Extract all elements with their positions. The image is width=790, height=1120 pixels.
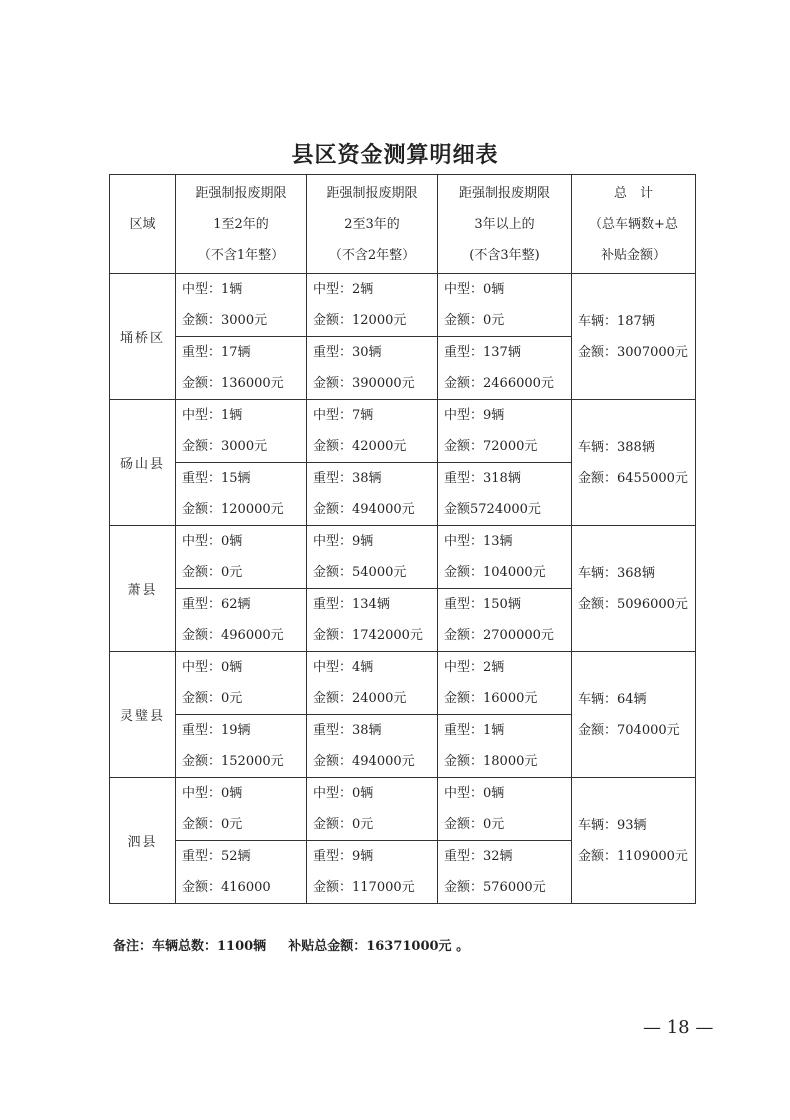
heavy-amount: 金额：1742000元 [313, 628, 423, 643]
medium-amount: 金额：12000元 [313, 313, 407, 328]
footnote [113, 935, 469, 954]
heavy-vehicle-count: 重型：32辆 [444, 849, 513, 864]
heavy-vehicle-cell [307, 841, 438, 904]
medium-amount: 金额：0元 [444, 817, 505, 832]
heavy-vehicle-cell [438, 463, 572, 526]
medium-vehicle-count: 中型：0辆 [182, 786, 243, 801]
medium-vehicle-count: 中型：1辆 [182, 282, 243, 297]
heavy-vehicle-count: 重型：19辆 [182, 723, 251, 738]
heavy-amount: 金额：136000元 [182, 376, 284, 391]
heavy-vehicle-cell [438, 337, 572, 400]
medium-amount: 金额：54000元 [313, 565, 407, 580]
total-vehicles: 车辆：64辆 [578, 691, 647, 707]
medium-vehicle-cell [438, 652, 572, 715]
heavy-amount: 金额：496000元 [182, 628, 284, 643]
table-row-medium [110, 400, 696, 463]
table-row-medium [110, 274, 696, 337]
medium-vehicle-count: 中型：4辆 [313, 660, 374, 675]
page-number: — 18 — [643, 1017, 714, 1038]
table-row-medium [110, 526, 696, 589]
total-vehicles: 车辆：187辆 [578, 313, 655, 329]
heavy-vehicle-cell [176, 589, 307, 652]
medium-amount: 金额：3000元 [182, 439, 268, 454]
total-vehicles: 车辆：93辆 [578, 817, 647, 833]
region-name: 泗县 [110, 778, 176, 904]
heavy-vehicle-cell [307, 463, 438, 526]
medium-vehicle-cell [307, 526, 438, 589]
medium-vehicle-count: 中型：1辆 [182, 408, 243, 423]
heavy-vehicle-cell [307, 715, 438, 778]
heavy-amount: 金额5724000元 [444, 502, 541, 517]
medium-amount: 金额：0元 [182, 691, 243, 706]
heavy-vehicle-cell [176, 715, 307, 778]
medium-amount: 金额：104000元 [444, 565, 546, 580]
medium-vehicle-count: 中型：0辆 [182, 660, 243, 675]
heavy-vehicle-cell [176, 841, 307, 904]
header-total: 总 计 （总车辆数+总 补贴金额） [572, 175, 696, 274]
heavy-amount: 金额：416000 [182, 880, 271, 895]
heavy-vehicle-cell [176, 463, 307, 526]
fund-calculation-table [109, 174, 696, 904]
heavy-vehicle-count: 重型：30辆 [313, 345, 382, 360]
medium-amount: 金额：16000元 [444, 691, 538, 706]
heavy-vehicle-cell [438, 715, 572, 778]
medium-vehicle-cell [176, 274, 307, 337]
total-amount: 金额：5096000元 [578, 596, 688, 612]
region-name: 萧县 [110, 526, 176, 652]
medium-vehicle-cell [176, 778, 307, 841]
medium-vehicle-cell [176, 400, 307, 463]
note-total-vehicles: 备注：车辆总数：1100辆 [113, 939, 267, 954]
heavy-vehicle-count: 重型：38辆 [313, 471, 382, 486]
medium-amount: 金额：24000元 [313, 691, 407, 706]
medium-vehicle-count: 中型：9辆 [313, 534, 374, 549]
medium-vehicle-cell [438, 526, 572, 589]
total-vehicles: 车辆：388辆 [578, 439, 655, 455]
heavy-vehicle-count: 重型：62辆 [182, 597, 251, 612]
region-total-cell [572, 652, 696, 778]
medium-vehicle-count: 中型：2辆 [313, 282, 374, 297]
heavy-vehicle-count: 重型：137辆 [444, 345, 521, 360]
heavy-amount: 金额：2466000元 [444, 376, 554, 391]
medium-amount: 金额：0元 [313, 817, 374, 832]
heavy-vehicle-cell [176, 337, 307, 400]
medium-vehicle-count: 中型：13辆 [444, 534, 513, 549]
medium-vehicle-cell [438, 778, 572, 841]
heavy-amount: 金额：18000元 [444, 754, 538, 769]
region-name: 埇桥区 [110, 274, 176, 400]
medium-vehicle-cell [307, 400, 438, 463]
medium-vehicle-cell [176, 526, 307, 589]
heavy-amount: 金额：576000元 [444, 880, 546, 895]
region-total-cell [572, 274, 696, 400]
region-name: 灵璧县 [110, 652, 176, 778]
heavy-vehicle-count: 重型：52辆 [182, 849, 251, 864]
heavy-vehicle-cell [438, 589, 572, 652]
heavy-vehicle-cell [307, 589, 438, 652]
header-period-over-3-years: 距强制报废期限 3年以上的 (不含3年整) [438, 175, 572, 274]
region-total-cell [572, 778, 696, 904]
medium-vehicle-cell [438, 400, 572, 463]
header-period-2-3-years: 距强制报废期限 2至3年的 （不含2年整） [307, 175, 438, 274]
medium-vehicle-count: 中型：2辆 [444, 660, 505, 675]
heavy-vehicle-count: 重型：38辆 [313, 723, 382, 738]
medium-vehicle-cell [176, 652, 307, 715]
heavy-amount: 金额：494000元 [313, 754, 415, 769]
heavy-amount: 金额：120000元 [182, 502, 284, 517]
heavy-vehicle-count: 重型：15辆 [182, 471, 251, 486]
total-amount: 金额：3007000元 [578, 344, 688, 360]
document-title: 县区资金测算明细表 [291, 142, 499, 168]
region-name: 砀山县 [110, 400, 176, 526]
medium-vehicle-count: 中型：0辆 [313, 786, 374, 801]
heavy-vehicle-count: 重型：9辆 [313, 849, 374, 864]
medium-amount: 金额：0元 [444, 313, 505, 328]
medium-amount: 金额：72000元 [444, 439, 538, 454]
medium-amount: 金额：0元 [182, 817, 243, 832]
heavy-vehicle-count: 重型：150辆 [444, 597, 521, 612]
region-total-cell [572, 526, 696, 652]
total-amount: 金额：1109000元 [578, 848, 688, 864]
medium-vehicle-cell [307, 778, 438, 841]
medium-vehicle-count: 中型：9辆 [444, 408, 505, 423]
total-amount: 金额：704000元 [578, 722, 680, 738]
heavy-vehicle-count: 重型：17辆 [182, 345, 251, 360]
header-region: 区域 [110, 175, 176, 274]
table-header-row [110, 175, 696, 274]
heavy-vehicle-cell [438, 841, 572, 904]
heavy-amount: 金额：2700000元 [444, 628, 554, 643]
heavy-amount: 金额：390000元 [313, 376, 415, 391]
total-amount: 金额：6455000元 [578, 470, 688, 486]
heavy-amount: 金额：494000元 [313, 502, 415, 517]
note-total-amount: 补贴总金额：16371000元 。 [288, 939, 470, 954]
header-period-1-2-years: 距强制报废期限 1至2年的 （不含1年整） [176, 175, 307, 274]
heavy-vehicle-count: 重型：318辆 [444, 471, 521, 486]
medium-amount: 金额：3000元 [182, 313, 268, 328]
table-row-medium [110, 778, 696, 841]
total-vehicles: 车辆：368辆 [578, 565, 655, 581]
medium-vehicle-cell [307, 652, 438, 715]
medium-vehicle-count: 中型：0辆 [182, 534, 243, 549]
medium-vehicle-cell [307, 274, 438, 337]
medium-amount: 金额：0元 [182, 565, 243, 580]
heavy-vehicle-count: 重型：1辆 [444, 723, 505, 738]
table-row-medium [110, 652, 696, 715]
medium-vehicle-cell [438, 274, 572, 337]
region-total-cell [572, 400, 696, 526]
heavy-amount: 金额：117000元 [313, 880, 415, 895]
medium-vehicle-count: 中型：0辆 [444, 786, 505, 801]
medium-vehicle-count: 中型：0辆 [444, 282, 505, 297]
medium-vehicle-count: 中型：7辆 [313, 408, 374, 423]
medium-amount: 金额：42000元 [313, 439, 407, 454]
heavy-vehicle-cell [307, 337, 438, 400]
heavy-vehicle-count: 重型：134辆 [313, 597, 390, 612]
heavy-amount: 金额：152000元 [182, 754, 284, 769]
